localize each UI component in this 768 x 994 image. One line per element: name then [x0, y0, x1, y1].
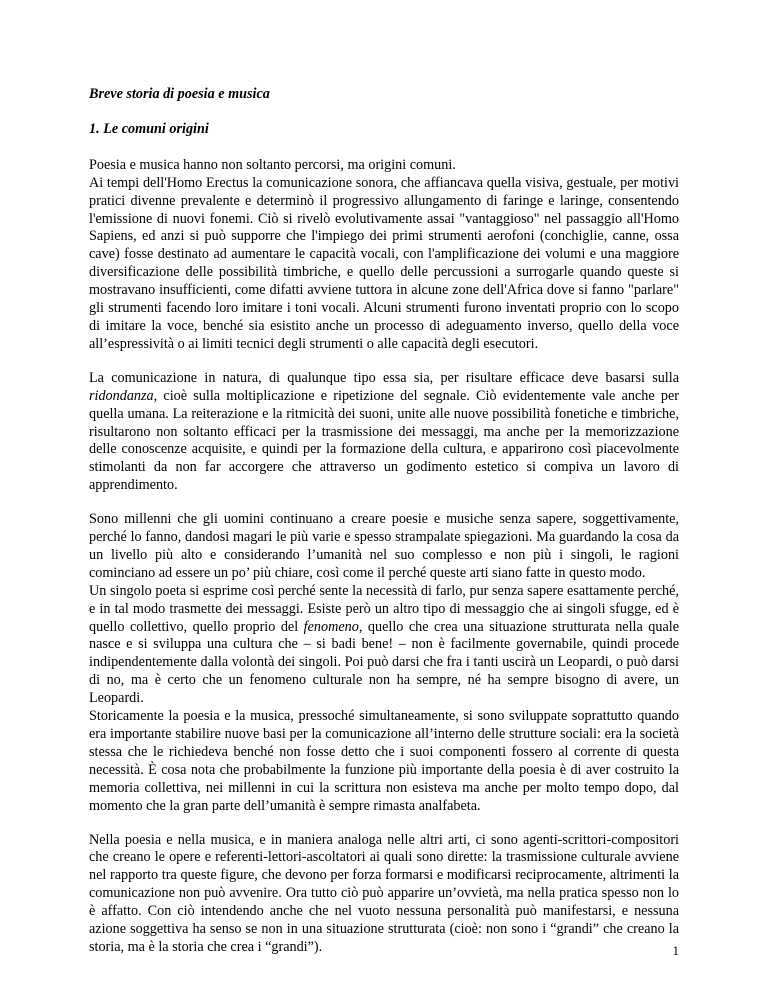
paragraph-3	[89, 370, 679, 495]
page-number: 1	[672, 943, 679, 958]
document-title: Breve storia di poesia e musica	[89, 86, 270, 102]
paragraph-5-after: , quello che crea una situazione strutturata nella quale nasce e si sviluppa una cultura che – si badi bene! – non è facilmente governabile, quindi procede indipendentemente dalla volontà dei singoli. Poi può darsi che fra i tanti uscirà un Leopardi, o può darsi di no, ma è certo che un fenomeno culturale non ha sempre, né ha sempre bisogno di avere, un Leopardi.	[89, 618, 679, 707]
paragraph-5-before: Un singolo poeta si esprime così perché sente la necessità di farlo, pur senza sapere esattamente perché, e in tal modo trasmette dei messaggi. Esiste però un altro tipo di messaggio che ai singoli sfugge, ed è quello collettivo, quello proprio del	[89, 582, 679, 635]
paragraph-2: Ai tempi dell'Homo Erectus la comunicazione sonora, che affiancava quella visiva, gestuale, per motivi pratici divenne prevalente e determinò il progressivo allungamento di faringe e laringe, consentendo l'emissione di nuovi fonemi. Ciò si rivelò evolutivamente assai "vantaggioso" nel passaggio all'Homo Sapiens, ed anzi si può supporre che l'impiego dei primi strumenti aerofoni (conchiglie, canne, ossa cave) fosse destinato ad aumentare le capacità vocali, con l'amplificazione dei volumi e una maggiore diversificazione delle possibilità timbriche, e quello delle percussioni a surrogarle quando queste si mostravano insufficienti, come difatti avviene tuttora in alcune zone dell'Africa dove si fanno "parlare" gli strumenti facendo loro imitare i toni vocali. Alcuni strumenti furono inventati proprio con lo scopo di imitare la voce, benché sia esistito anche un processo di adeguamento inverso, quello della voce all’espressività o ai limiti tecnici degli strumenti o alle capacità degli esecutori.	[89, 174, 679, 352]
paragraph-1: Poesia e musica hanno non soltanto percorsi, ma origini comuni.	[89, 156, 456, 173]
paragraph-5	[89, 583, 679, 708]
document-body	[89, 86, 679, 957]
paragraph-3-before: La comunicazione in natura, di qualunque tipo essa sia, per risultare efficace deve basarsi sulla	[89, 369, 679, 386]
section-heading: 1. Le comuni origini	[89, 120, 209, 137]
paragraph-6: Storicamente la poesia e la musica, pressoché simultaneamente, si sono sviluppate soprattutto quando era importante stabilire nuove basi per la comunicazione all’interno delle strutture sociali: era la società stessa che le richiedeva benché non fosse detto che i suoi componenti fossero al corrente di questa necessità. È cosa nota che probabilmente la funzione più importante della poesia è di aver costruito la memoria collettiva, nei millenni in cui la scrittura non esisteva ma anche per molto tempo dopo, dal momento che la gran parte dell’umanità è sempre rimasta analfabeta.	[89, 708, 679, 814]
paragraph-4: Sono millenni che gli uomini continuano a creare poesie e musiche senza sapere, soggettivamente, perché lo fanno, dandosi magari le più varie e spesso strampalate spiegazioni. Ma guardando la cosa da un livello più alto e considerando l’umanità nel suo complesso e non più i singoli, le ragioni cominciano ad essere un po’ più chiare, così come il perché queste arti siano fatte in questo modo.	[89, 511, 679, 581]
paragraph-7: Nella poesia e nella musica, e in maniera analoga nelle altri arti, ci sono agenti-scrittori-compositori che creano le opere e referenti-lettori-ascoltatori ai quali sono dirette: la trasmissione culturale avviene nel rapporto tra queste figure, che devono per forza formarsi e modificarsi reciprocamente, altrimenti la comunicazione non può avvenire. Ora tutto ciò può apparire un’ovvietà, ma nella pratica spesso non lo è affatto. Con ciò intendendo anche che nel vuoto nessuna personalità può manifestarsi, e nessuna azione soggettiva ha senso se non in una situazione strutturata (cioè: non sono i “grandi” che creano la storia, ma è la storia che crea i “grandi”).	[89, 831, 679, 955]
paragraph-3-italic: ridondanza,	[89, 387, 158, 404]
paragraph-3-after: cioè sulla moltiplicazione e ripetizione del segnale. Ciò evidentemente vale anche per quella umana. La reiterazione e la ritmicità dei suoni, unite alle nuove possibilità fonetiche e timbriche, risultarono non soltanto efficaci per la trasmissione dei messaggi, ma anche per la memorizzazione delle conoscenze acquisite, e quindi per la formazione della cultura, e apparirono così piacevolmente stimolanti da non far accorgere che attraverso un godimento estetico si compiva un lavoro di apprendimento.	[89, 387, 679, 494]
paragraph-5-italic: fenomeno	[303, 618, 359, 635]
